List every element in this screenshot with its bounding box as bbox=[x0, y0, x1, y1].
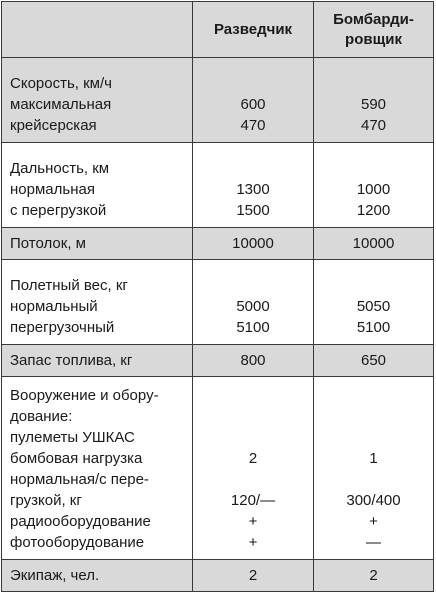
header-bomber-line-2: ровщик bbox=[345, 30, 402, 48]
row-label: Дальность, км нормальная с перегрузкой bbox=[2, 143, 193, 228]
table-header-row bbox=[2, 2, 434, 58]
table-row-range bbox=[2, 143, 434, 228]
value-bomber: 1000 1200 bbox=[314, 143, 434, 228]
header-cell-reconnaissance: Разведчик bbox=[193, 2, 314, 58]
value-bomber: 5050 5100 bbox=[314, 260, 434, 345]
aircraft-spec-table bbox=[1, 1, 434, 592]
value-reconnaissance: 2 120/— + + bbox=[193, 377, 314, 560]
value-reconnaissance: 1300 1500 bbox=[193, 143, 314, 228]
value-reconnaissance: 600 470 bbox=[193, 58, 314, 143]
value-bomber: 1 300/400 + — bbox=[314, 377, 434, 560]
value-bomber: 590 470 bbox=[314, 58, 434, 143]
value-reconnaissance: 800 bbox=[193, 345, 314, 377]
row-label: Полетный вес, кг нормальный перегрузочный bbox=[2, 260, 193, 345]
row-label: Потолок, м bbox=[2, 228, 193, 260]
table-row-speed bbox=[2, 58, 434, 143]
value-reconnaissance: 5000 5100 bbox=[193, 260, 314, 345]
row-label: Скорость, км/ч максимальная крейсерская bbox=[2, 58, 193, 143]
value-reconnaissance: 10000 bbox=[193, 228, 314, 260]
table-row-armament bbox=[2, 377, 434, 560]
header-cell-bomber bbox=[314, 2, 434, 58]
header-cell-parameter bbox=[2, 2, 193, 58]
row-label: Вооружение и обору- дование: пулеметы УШКАС бомбовая нагрузка нормальная/с пере- грузкой, кг радиооборудование фотооборудование bbox=[2, 377, 193, 560]
table-row-flight-weight bbox=[2, 260, 434, 345]
value-bomber: 2 bbox=[314, 560, 434, 592]
header-bomber-line-1: Бомбарди- bbox=[333, 10, 414, 28]
table-row-ceiling bbox=[2, 228, 434, 260]
value-reconnaissance: 2 bbox=[193, 560, 314, 592]
row-label: Запас топлива, кг bbox=[2, 345, 193, 377]
table-row-crew bbox=[2, 560, 434, 592]
value-bomber: 650 bbox=[314, 345, 434, 377]
row-label: Экипаж, чел. bbox=[2, 560, 193, 592]
table-row-fuel bbox=[2, 345, 434, 377]
value-bomber: 10000 bbox=[314, 228, 434, 260]
